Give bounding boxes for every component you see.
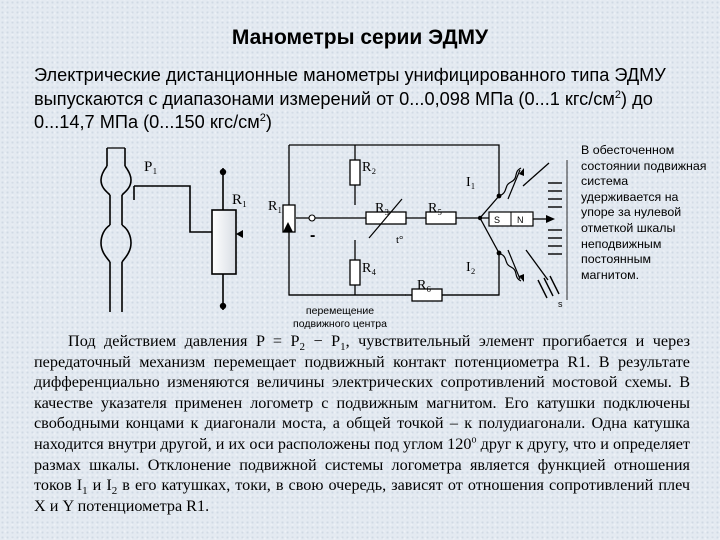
body-text-6: в его катушках, токи, в свою очередь, зависят от отношения сопротивлений плеч X и Y потенциометра R1. [34, 476, 691, 515]
body-text-1: Под действием давления P = P [68, 332, 300, 350]
intro-sup-1: 2 [614, 88, 621, 101]
body-text-4: друг к другу, что и определяет размах шкалы. Отклонение подвижной системы логометра является функцией отношения токов I [34, 434, 690, 495]
label-temp: t° [396, 234, 404, 246]
label-r1-pot: R₁ [232, 192, 248, 208]
label-i1: I₁ [466, 175, 476, 190]
coil-i1 [499, 168, 521, 199]
side-note: В обесточенном состоянии подвижная система удерживается на упоре за нулевой отметкой шкалы неподвижным постоянным магнитом. [581, 143, 707, 282]
intro-text-2: ) до 0...14,7 МПа (0...150 кгс/см [34, 88, 653, 132]
label-r3: R₃ [375, 201, 390, 216]
body-paragraph [34, 331, 690, 516]
coil-i2 [499, 250, 521, 281]
sub-p2: 2 [299, 341, 305, 354]
body-text-3: , чувствительный элемент прогибается и через передаточный механизм перемещает подвижный контакт потенциометра R1. В результате дифференциально изменяются величины электрических сопротивлений мостовой схемы. В качестве указателя применен логометр с подвижным магнитом. Его катушки подключены свободными концами к диагонали моста, а общей точкой – к полудиагонали. Одна катушка находится внутри другой, и их оси расположены под углом 120 [34, 332, 690, 453]
scale-s-label: s [558, 299, 563, 309]
resistor-r4 [350, 260, 360, 285]
label-r2: R₂ [362, 160, 377, 175]
caption-line-1: перемещение [305, 305, 375, 317]
magnet-n-label: N [517, 215, 524, 225]
label-minus: - [310, 227, 316, 244]
intro-text-3: ) [265, 112, 272, 132]
label-r5: R₅ [428, 201, 443, 216]
label-r4: R₄ [362, 261, 377, 276]
sub-i2: 2 [111, 485, 118, 498]
body-text-2: − P [305, 332, 341, 350]
degree-sup: о [471, 434, 477, 446]
dial-scale [538, 183, 562, 298]
linkage [134, 186, 212, 232]
label-p1: P₁ [144, 159, 158, 175]
slide-title: Манометры серии ЭДМУ [231, 26, 489, 49]
sub-p1: 1 [340, 341, 346, 354]
caption-line-2: подвижного центра [293, 318, 387, 330]
label-r1-bridge: R₁ [268, 199, 283, 214]
label-r6: R₆ [417, 278, 432, 293]
intro-text-1: Электрические дистанционные манометры унифицированного типа ЭДМУ выпускаются с диапазонами измерений от 0...0,098 МПа (0...1 кгс/см [34, 65, 666, 109]
body-text-5: и I [87, 476, 112, 495]
magnet-s-label: S [494, 215, 501, 225]
intro-sup-2: 2 [259, 111, 266, 124]
bellows-sensor [101, 148, 131, 312]
label-i2: I₂ [466, 260, 476, 275]
resistor-r2 [350, 160, 360, 185]
sub-i1: 1 [82, 485, 88, 498]
potentiometer-r1 [212, 168, 243, 310]
body-block [34, 331, 690, 516]
